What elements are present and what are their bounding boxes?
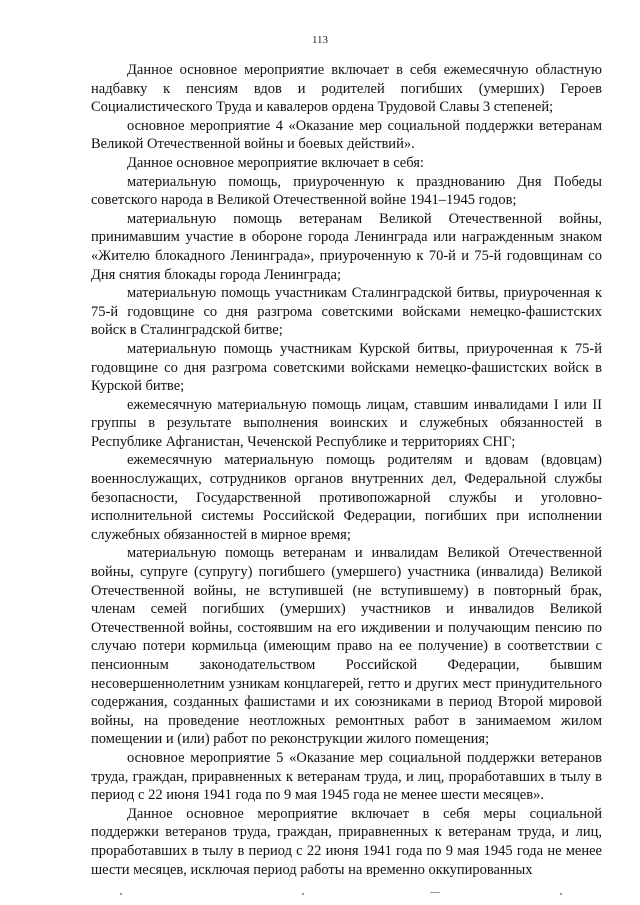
paragraph: ежемесячную материальную помощь лицам, ставшим инвалидами I или II группы в результате выполнения воинских и служебных обязанностей в Республике Афганистан, Чеченской Республике и территориях СНГ; [91, 396, 602, 450]
scan-speck [120, 893, 122, 895]
paragraph: основное мероприятие 5 «Оказание мер социальной поддержки ветеранов труда, граждан, приравненных к ветеранам труда, и лиц, проработавших в тылу в период с 22 июня 1941 года по 9 мая 1945 года не менее шести месяцев». [91, 749, 602, 804]
paragraph: материальную помощь участникам Сталинградской битвы, приуроченная к 75-й годовщине со дня разгрома советскими войсками немецко-фашистских войск в Сталинградской битве; [91, 285, 602, 339]
paragraph: материальную помощь, приуроченную к празднованию Дня Победы советского народа в Великой Отечественной войне 1941–1945 годов; [91, 173, 602, 209]
paragraph: ежемесячную материальную помощь родителям и вдовам (вдовцам) военнослужащих, сотрудников органов внутренних дел, Федеральной службы безопасности, Государственной противопожарной службы и уголовно-исполнительной системы Российской Федерации, погибших при исполнении служебных обязанностей в мирное время; [91, 452, 602, 543]
paragraph: материальную помощь участникам Курской битвы, приуроченная к 75-й годовщине со дня разгрома советскими войсками немецко-фашистских войск в Курской битве; [91, 340, 602, 395]
page-number: 113 [311, 34, 329, 46]
scan-speck [302, 893, 304, 895]
paragraph: Данное основное мероприятие включает в себя ежемесячную областную надбавку к пенсиям вдов и родителей погибших (умерших) Героев Социалистического Труда и кавалеров ордена Трудовой Славы 3 степеней; [91, 62, 602, 116]
paragraph: Данное основное мероприятие включает в себя: [127, 154, 424, 171]
paragraph: основное мероприятие 4 «Оказание мер социальной поддержки ветеранам Великой Отечественной войны и боевых действий». [91, 117, 602, 153]
document-body [91, 61, 602, 879]
paragraph: материальную помощь ветеранам Великой Отечественной войны, принимавшим участие в обороне города Ленинграда или награжденным знаком «Жителю блокадного Ленинграда», приуроченную к 70-й и 75-й годовщинам со Дня снятия блокады города Ленинграда; [91, 210, 602, 283]
paragraph: материальную помощь ветеранам и инвалидам Великой Отечественной войны, супруге (супругу) погибшего (умершего) участника (инвалида) Великой Отечественной войны, не вступившей (не вступившему) в повторный брак, членам семей погибших (умерших) участников и инвалидов Великой Отечественной войны, состоявшим на его иждивении и получающим пенсию по случаю потери кормильца (имеющим право на ее получение) в соответствии с пенсионным законодательством Российской Федерации, бывшим несовершеннолетним узникам концлагерей, гетто и других мест принудительного содержания, созданных фашистами и их союзниками в период Второй мировой войны, на проведение неотложных ремонтных работ в занимаемом жилом помещении и (или) работ по реконструкции жилого помещения; [91, 545, 602, 748]
scan-speck [560, 893, 562, 895]
paragraph: Данное основное мероприятие включает в себя меры социальной поддержки ветеранов труда, граждан, приравненных к ветеранам труда, и лиц, проработавших в тылу в период с 22 июня 1941 года по 9 мая 1945 года не менее шести месяцев, исключая период работы на временно оккупированных [91, 805, 602, 878]
scan-speck [430, 892, 440, 893]
